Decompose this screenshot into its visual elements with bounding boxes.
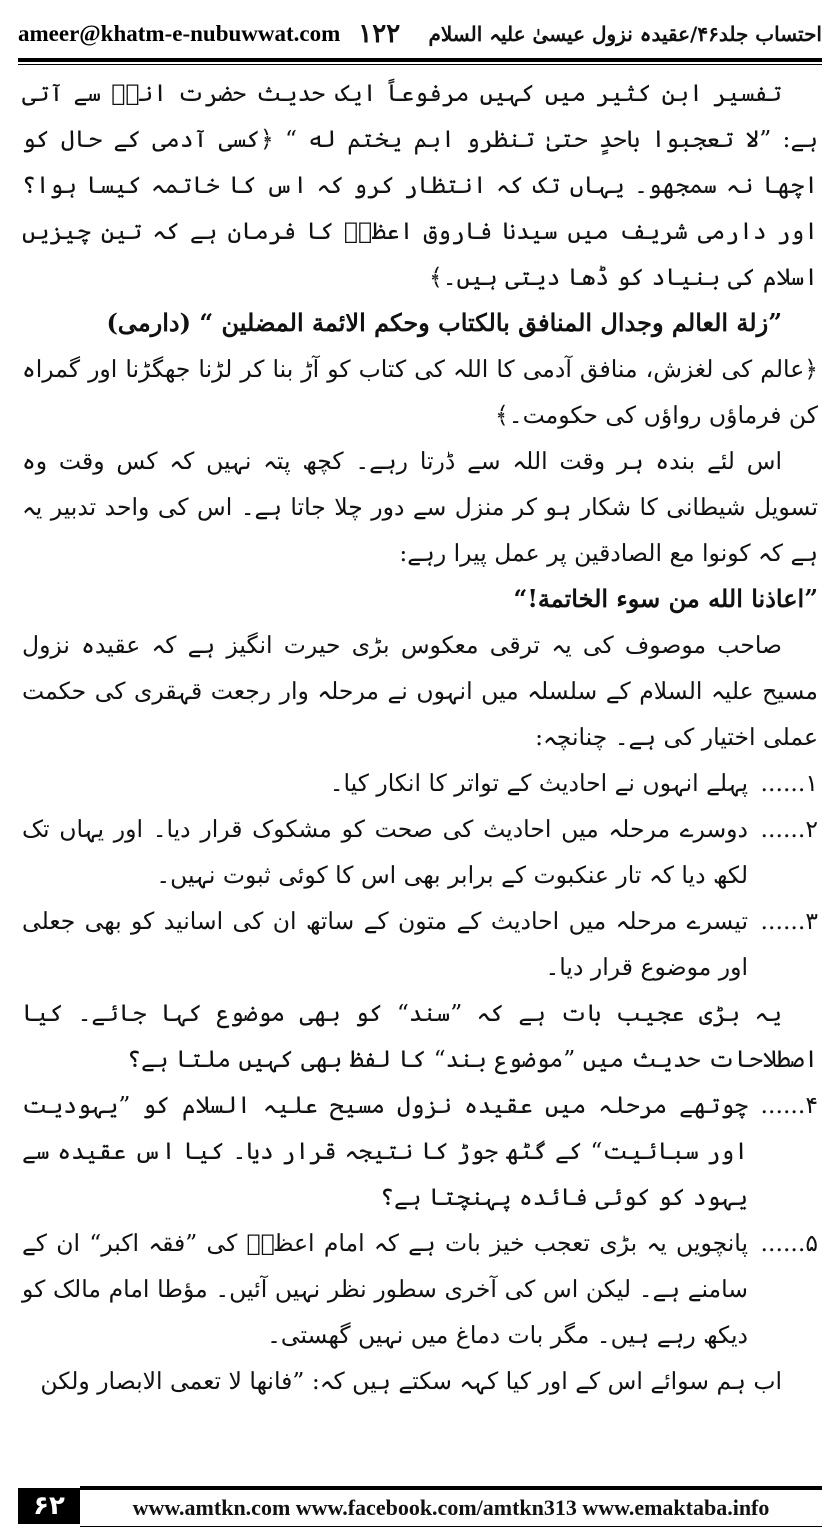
paragraph-3: اس لئے بندہ ہر وقت اللہ سے ڈرتا رہے۔ کچھ پتہ نہیں کہ کس وقت وہ تسویل شیطانی کا شکار ہو کر منزل سے دور چلا جاتا ہے۔ اس کی واحد تدبیر یہ ہے کہ کونوا مع الصادقین پر عمل پیرا رہے: <box>22 447 818 567</box>
list-item-text: پہلے انہوں نے احادیث کے تواتر کا انکار کیا۔ <box>329 769 748 797</box>
footer-page-number: ۶۲ <box>18 1488 80 1524</box>
header-rule-thick <box>18 58 822 62</box>
arabic-quote-2: ”اعاذنا الله من سوء الخاتمة!“ <box>513 584 818 613</box>
paragraph-6: اب ہم سوائے اس کے اور کیا کہہ سکتے ہیں کہ: ”فانها لا تعمى الابصار ولكن <box>40 1367 782 1395</box>
list-item-number: ۴...... <box>760 1091 818 1119</box>
paragraph-5: یہ بڑی عجیب بات ہے کہ ”سند“ کو بھی موضوع کہا جائے۔ کیا اصطلاحات حدیث میں ”موضوع بند“ کا لفظ بھی کہیں ملتا ہے؟ <box>22 999 818 1073</box>
header-rule-thin <box>18 64 822 65</box>
list-item-text: دوسرے مرحلہ میں احادیث کی صحت کو مشکوک قرار دیا۔ اور یہاں تک لکھ دیا کہ تار عنکبوت کے برابر بھی اس کا کوئی ثبوت نہیں۔ <box>22 815 748 889</box>
list-item <box>22 898 818 990</box>
list-item-number: ۵...... <box>760 1229 818 1257</box>
list-item-number: ۳...... <box>760 907 818 935</box>
list-item <box>22 806 818 898</box>
page-content <box>22 70 818 1470</box>
list-item-text: چوتھے مرحلہ میں عقیدہ نزول مسیح علیہ السلام کو ”یہودیت اور سبائیت“ کے گٹھ جوڑ کا نتیجہ قرار دیا۔ کیا اس عقیدہ سے یہود کو کوئی فائدہ پہنچتا ہے؟ <box>22 1091 748 1211</box>
list-item <box>22 1220 818 1358</box>
arabic-quote-1: ”زلة العالم وجدال المنافق بالكتاب وحكم الائمة المضلين “ (دارمی) <box>106 308 782 337</box>
page-footer <box>18 1488 822 1528</box>
list-item-number: ۱...... <box>760 769 818 797</box>
paragraph-4: صاحب موصوف کی یہ ترقی معکوس بڑی حیرت انگیز ہے کہ عقیدہ نزول مسیح علیہ السلام کے سلسلہ میں انہوں نے مرحلہ وار رجعت قہقری کی حکمت عملی اختیار کی ہے۔ چنانچہ: <box>22 631 818 751</box>
page-header <box>18 14 822 54</box>
paragraph-1: تفسیر ابن کثیر میں کہیں مرفوعاً ایک حدیث حضرت انسؓ سے آتی ہے: ”لا تعجبوا باحدٍ حتیٰ تنظرو ابم یختم له “ ﴿کسی آدمی کے حال کو اچھا نہ سمجھو۔ یہاں تک کہ انتظار کرو کہ اس کا خاتمہ کیسا ہوا؟ اور دارمی شریف میں سیدنا فاروق اعظمؓ کا فرمان ہے کہ تین چیزیں اسلام کی بنیاد کو ڈھا دیتی ہیں۔﴾ <box>22 79 818 291</box>
header-title: احتساب جلد۴۶/عقیدہ نزول عیسیٰ علیہ السلام <box>428 22 822 46</box>
header-page-number: ۱۲۲ <box>358 19 401 49</box>
list-item-text: تیسرے مرحلہ میں احادیث کے متون کے ساتھ ان کی اسانید کو بھی جعلی اور موضوع قرار دیا۔ <box>22 907 748 981</box>
list-item-number: ۲...... <box>760 815 818 843</box>
header-left <box>18 19 400 49</box>
paragraph-2: ﴿عالم کی لغزش، منافق آدمی کا اللہ کی کتاب کو آڑ بنا کر لڑنا جھگڑنا اور گمراہ کن فرماؤں رواؤں کی حکومت۔﴾ <box>22 355 818 429</box>
list-item-text: پانچویں یہ بڑی تعجب خیز بات ہے کہ امام اعظمؓ کی ”فقہ اکبر“ ان کے سامنے ہے۔ لیکن اس کی آخری سطور نظر نہیں آئیں۔ مؤطا امام مالک کو دیکھ رہے ہیں۔ مگر بات دماغ میں نہیں گھستی۔ <box>22 1229 748 1349</box>
list-item <box>22 760 818 806</box>
footer-links: www.amtkn.com www.facebook.com/amtkn313 www.emaktaba.info <box>80 1486 822 1527</box>
list-item <box>22 1082 818 1220</box>
header-email: ameer@khatm-e-nubuwwat.com <box>18 21 341 46</box>
footer-bar <box>18 1488 822 1524</box>
